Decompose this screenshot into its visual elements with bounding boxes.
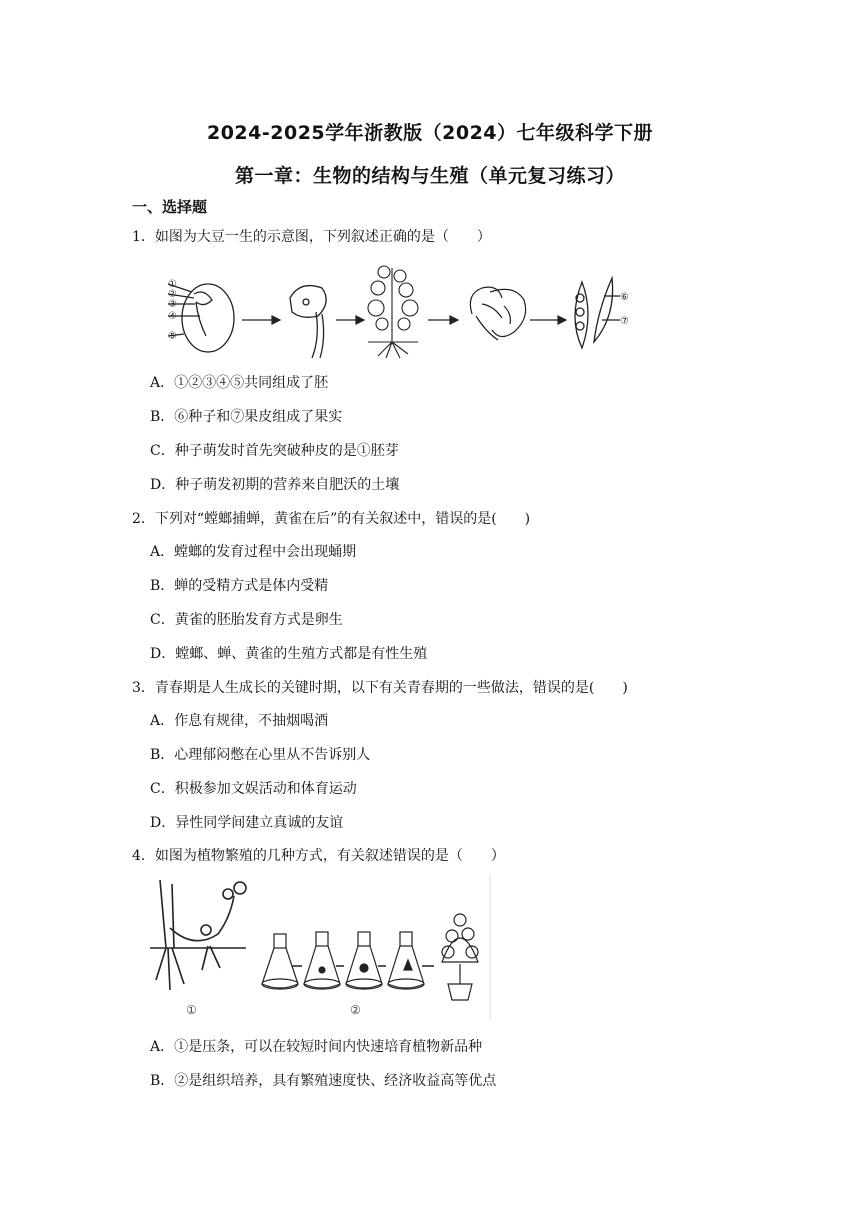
label-2: ② [168,289,177,300]
germinating-seed-illustration [290,286,326,358]
label-2-tissue-culture: ② [350,1003,361,1017]
process-arrows [242,316,566,324]
label-7: ⑦ [620,316,629,327]
pod-illustration [575,278,620,348]
section-heading: 一、选择题 [132,198,208,216]
label-1-layering: ① [186,1003,197,1017]
plant-propagation-figure [150,874,492,1024]
question-2-option-c: C．黄雀的胚胎发育方式是卵生 [150,612,343,628]
document-title: 2024-2025学年浙教版（2024）七年级科学下册 [206,122,654,144]
pod-part-labels [620,292,629,327]
label-5: ⑤ [168,331,177,342]
question-1-option-a: A．①②③④⑤共同组成了胚 [150,375,329,391]
label-4: ④ [168,311,177,322]
question-4-option-a: A．①是压条，可以在较短时间内快速培育植物新品种 [150,1039,483,1055]
question-3-option-a: A．作息有规律，不抽烟喝酒 [150,713,329,729]
question-1-option-d: D．种子萌发初期的营养来自肥沃的土壤 [150,477,400,493]
label-1: ① [168,279,177,290]
question-3-option-d: D．异性同学间建立真诚的友谊 [150,815,344,831]
soybean-plant-illustration [368,266,418,358]
seed-illustration [168,284,234,352]
question-2-option-b: B．蝉的受精方式是体内受精 [150,578,329,594]
flower-illustration [470,287,525,340]
document-subtitle: 第一章：生物的结构与生殖（单元复习练习） [234,165,625,187]
question-4-option-b: B．②是组织培养，具有繁殖速度快、经济收益高等优点 [150,1073,497,1089]
question-2-option-a: A．螳螂的发育过程中会出现蛹期 [150,544,357,560]
question-2-stem: 2．下列对“螳螂捕蝉，黄雀在后”的有关叙述中，错误的是( ) [132,511,531,527]
label-6: ⑥ [620,292,629,303]
question-4-stem: 4．如图为植物繁殖的几种方式，有关叙述错误的是（ ） [132,848,505,864]
question-3-stem: 3．青春期是人生成长的关键时期，以下有关青春期的一些做法，错误的是( ) [132,680,628,696]
question-1-option-b: B．⑥种子和⑦果皮组成了果实 [150,409,343,425]
question-3-option-c: C．积极参加文娱活动和体育运动 [150,781,357,797]
seed-part-labels [168,279,177,342]
question-2-option-d: D．螳螂、蝉、黄雀的生殖方式都是有性生殖 [150,646,428,662]
soybean-lifecycle-figure [150,258,650,364]
layering-illustration [150,880,246,990]
question-1-option-c: C．种子萌发时首先突破种皮的是①胚芽 [150,443,399,459]
question-1-stem: 1．如图为大豆一生的示意图，下列叙述正确的是（ ） [132,229,491,245]
label-3: ③ [168,299,177,310]
tissue-culture-illustration [262,914,478,1000]
question-3-option-b: B．心理郁闷憋在心里从不告诉别人 [150,747,371,763]
